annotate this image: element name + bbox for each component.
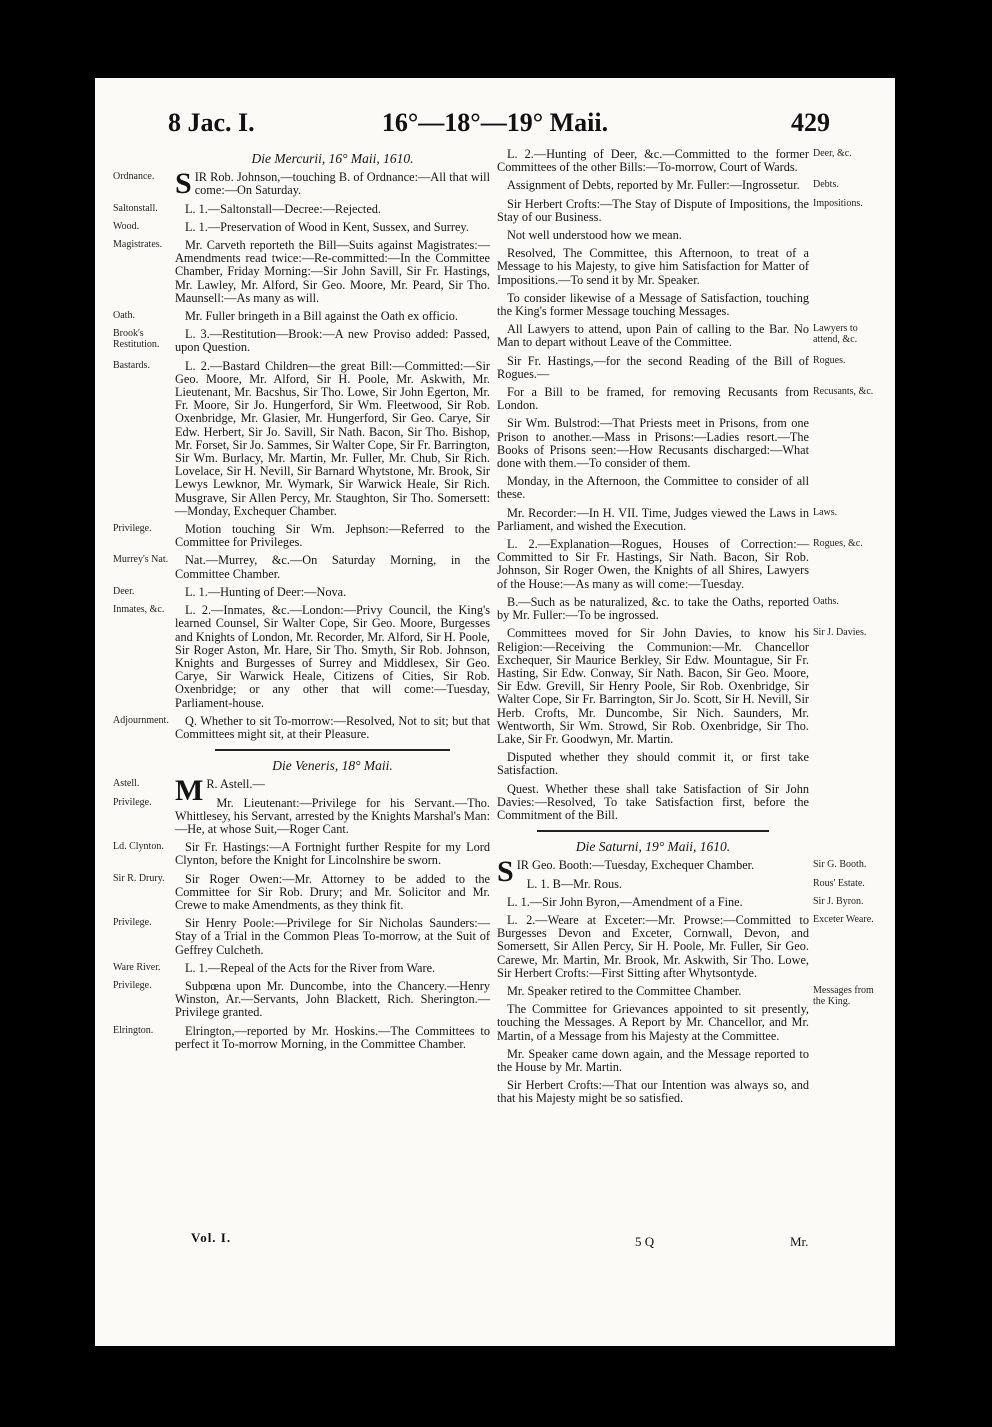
journal-entry xyxy=(497,783,809,823)
entry-text: Assignment of Debts, reported by Mr. Fuller:—Ingrossetur. xyxy=(507,178,800,193)
entry-text: The Committee for Grievances appointed to sit presently, touching the Messages. A Report by Mr. Chancellor, and Mr. Martin, of a Message from his Majesty at the Committee. xyxy=(497,1002,809,1043)
journal-entry xyxy=(113,978,490,1020)
date-range: 16°—18°—19° Maii. xyxy=(381,108,609,137)
margin-note: Magistrates. xyxy=(113,239,163,251)
margin-note: Saltonstall. xyxy=(113,202,158,214)
left-column xyxy=(113,148,490,1056)
signature-mark: 5 Q xyxy=(635,1234,655,1249)
journal-entry xyxy=(113,553,490,581)
margin-note: Ld. Clynton. xyxy=(113,841,164,853)
margin-note: Deer, &c. xyxy=(813,148,852,159)
entry-text: L. 2.—Bastard Children—the great Bill:—Committed:—Sir Geo. Moore, Mr. Alford, Sir H. Poole, Mr. Askwith, Mr. Lieutenant, Mr. Bacshus, Sir Tho. Lowe, Sir John Egerton, Mr. Fr. Moore, Sir Jo. Hungerford, Sir Wm. Fleetwood, Sir Rob. Oxenbridge, Mr. Glasier, Mr. Hungerford, Sir Geo. Carye, Sir Edw. Herbert, Sir Jo. Savill, Sir Nath. Bacon, Sir Tho. Bishop, Mr. Forset, Sir Jo. Sammes, Sir Walter Cope, Sir Fr. Barrington, Sir Wm. Burlacy, Mr. Martin, Mr. Fuller, Mr. Chub, Sir Rich. Lovelace, Sir H. Nevill, Sir Barnard Whytstone, Mr. Brook, Sir Lewys Lewknor, Mr. Wymark, Sir Warwick Heale, Sir Rich. Musgrave, Sir Allen Percy, Mr. Staughton, Sir Tho. Somersett:—Monday, Exchequer Chamber. xyxy=(175,358,490,518)
margin-note: Recusants, &c. xyxy=(813,386,874,398)
margin-note: Privilege. xyxy=(113,796,152,808)
entry-text: Sir Roger Owen:—Mr. Attorney to be added to the Committee for Sir Rob. Drury; and Mr. Solicitor and Mr. Crewe to make Amendments, as they think fit. xyxy=(175,871,490,912)
entry-text: L. 2.—Inmates, &c.—London:—Privy Council, the King's learned Counsel, Sir Walter Cope, Sir Geo. Moore, Burgesses and Knights of London, Mr. Recorder, Mr. Alford, Sir H. Poole, Sir Roger Aston, Mr. Hare, Sir Tho. Smyth, Sir Rob. Johnson, Knights and Burgesses of Surrey and Middlesex, Sir Geo. Carye, Sir Warwick Heale, Citizens of Cities, Sir Rob. Oxenbridge; or any other that will come:—Tuesday, Parliament-house. xyxy=(175,603,490,710)
right-column xyxy=(497,147,874,1111)
entry-text: Committees moved for Sir John Davies, to know his Religion:—Receiving the Communion:—Mr. Chancellor Exchequer, Sir Maurice Berkley, Sir Edw. Mountague, Sir Fr. Hasting, Sir Edw. Conway, Sir Nath. Bacon, Sir Geo. Moore, Sir Edw. Grevill, Sir Henry Poole, Sir Rob. Oxenbridge, Sir Walter Cope, Sir Fr. Barrington, Sir Jo. Scott, Sir H. Nevill, Sir Herb. Crofts, Mr. Duncombe, Sir Nich. Saunders, Mr. Wentworth, Sir Wm. Strowd, Sir Rob. Oxenbridge, Sir Tho. Lake, Sir Fr. Goodwyn, Mr. Martin. xyxy=(497,626,809,746)
right-entries-veneris-cont xyxy=(497,147,874,822)
section-divider xyxy=(215,749,450,751)
catchword: Mr. xyxy=(790,1234,809,1249)
journal-entry xyxy=(497,505,838,533)
regnal-year: 8 Jac. I. xyxy=(168,108,255,137)
margin-note: Rogues. xyxy=(813,354,846,366)
journal-entry xyxy=(113,871,490,913)
margin-note: Sir J. Davies. xyxy=(813,627,867,639)
entry-text: Q. Whether to sit To-morrow:—Resolved, Not to sit; but that Committees might sit, at their Pleasure. xyxy=(175,713,490,741)
margin-note: Messages from the King. xyxy=(813,984,874,1007)
journal-entry xyxy=(497,475,809,501)
day-heading-saturni: Die Saturni, 19° Maii, 1610. xyxy=(575,839,731,855)
journal-entry xyxy=(113,309,490,324)
margin-note: Elrington. xyxy=(113,1024,154,1036)
margin-note: Impositions. xyxy=(813,197,863,209)
entry-text: Sir Wm. Bulstrod:—That Priests meet in Prisons, from one Prison to another.—Mass in Prisons:—Ladies resort.—The Books of Prisons seen:—How Recusants discharged:—What done with them.—To consider of them. xyxy=(497,416,809,471)
journal-entry xyxy=(113,522,490,550)
entry-text: Resolved, The Committee, this Afternoon, to treat of a Message to his Majesty, to give him Satisfaction for Matter of Impositions.—To send it by Mr. Speaker. xyxy=(497,246,809,287)
journal-entry xyxy=(497,178,839,193)
journal-entry xyxy=(113,238,490,305)
entry-text: For a Bill to be framed, for removing Recusants from London. xyxy=(497,385,809,413)
margin-note: Privilege. xyxy=(113,523,152,535)
margin-note: Sir J. Byron. xyxy=(813,895,864,907)
margin-note: Oaths. xyxy=(813,595,839,607)
entry-text: L. 3.—Restitution—Brook:—A new Proviso added: Passed, upon Question. xyxy=(175,327,490,355)
journal-entry xyxy=(113,219,490,234)
entry-text: Mr. Lieutenant:—Privilege for his Servant.—Tho. Whittlesey, his Servant, arrested by the Knights Marshal's Man:—He, at whose Suit,—Roger Cant. xyxy=(175,795,490,836)
margin-note: Inmates, &c. xyxy=(113,604,165,616)
entry-text: L. 2.—Explanation—Rogues, Houses of Correction:—Committed to Sir Fr. Hastings, Sir Nath. Bacon, Sir Rob. Johnson, Sir Roger Owen, the Knights of all Shires, Lawyers of the House:—As many as will come:—Tuesday. xyxy=(497,537,809,591)
margin-note: Brook's Restitution. xyxy=(113,328,160,351)
entry-text: IR Geo. Booth:—Tuesday, Exchequer Chamber. xyxy=(516,858,755,873)
entry-text: Mr. Fuller bringeth in a Bill against the Oath ex officio. xyxy=(185,309,458,324)
day-heading-veneris: Die Veneris, 18° Maii. xyxy=(272,758,393,774)
volume-label: Vol. I. xyxy=(191,1230,232,1245)
journal-entry xyxy=(497,1003,809,1043)
margin-note: Lawyers to attend, &c. xyxy=(813,323,858,346)
margin-note: Sir G. Booth. xyxy=(813,859,867,871)
margin-note: Ordnance. xyxy=(113,171,155,183)
journal-entry xyxy=(113,167,490,201)
left-entries-veneris xyxy=(113,774,490,1051)
journal-entry xyxy=(497,894,864,909)
right-entries-saturni xyxy=(497,855,874,1106)
journal-entry xyxy=(497,537,863,591)
drop-capital: S xyxy=(175,167,192,201)
entry-text: Nat.—Murrey, &c.—On Saturday Morning, in the Committee Chamber. xyxy=(175,553,490,581)
margin-note: Rous' Estate. xyxy=(813,877,865,889)
journal-entry xyxy=(113,603,490,710)
margin-note: Adjournment. xyxy=(113,714,169,726)
drop-capital: S xyxy=(497,855,514,889)
margin-note: Wood. xyxy=(113,220,140,232)
journal-entry xyxy=(497,385,874,413)
entry-text: Mr. Speaker retired to the Committee Chamber. xyxy=(507,983,742,998)
journal-entry xyxy=(113,1023,490,1051)
entry-text: All Lawyers to attend, upon Pain of calling to the Bar. No Man to depart without Leave of the Committee. xyxy=(497,322,809,350)
journal-entry xyxy=(497,247,809,287)
entry-text: Sir Herbert Crofts:—The Stay of Dispute of Impositions, the Stay of our Business. xyxy=(497,196,809,224)
margin-note: Astell. xyxy=(113,778,140,790)
journal-entry xyxy=(497,353,846,381)
entry-text: IR Rob. Johnson,—touching B. of Ordnance:—All that will come:—On Saturday. xyxy=(194,170,490,198)
journal-entry xyxy=(497,876,865,891)
entry-text: L. 2.—Hunting of Deer, &c.—Committed to the former Committees of the other Bills:—To-morrow, Court of Wards. xyxy=(497,147,809,175)
entry-text: L. 1.—Preservation of Wood in Kent, Sussex, and Surrey. xyxy=(185,219,469,234)
journal-entry xyxy=(497,912,874,980)
entry-text: Mr. Speaker came down again, and the Message reported to the House by Mr. Martin. xyxy=(497,1046,809,1074)
entry-text: L. 2.—Weare at Exceter:—Mr. Prowse:—Committed to Burgesses Devon and Exceter, Cornwall, Devon, and Somersett, Sir Allen Percy, Sir H. Poole, Mr. Fuller, Sir Geo. Carewe, Mr. Martin, Mr. Brook, Mr. Askwith, Sir Tho. Lowe, Sir Herbert Crofts:—First Sitting after Whytsontyde. xyxy=(497,912,809,980)
journal-entry xyxy=(113,960,490,975)
entry-text: Mr. Carveth reporteth the Bill—Suits against Magistrates:—Amendments read twice:—Re-committed:—In the Committee Chamber, Friday Morning:—Sir John Savill, Sir Fr. Hastings, Mr. Lawley, Mr. Alford, Sir Geo. Moore, Mr. Peard, Sir Tho. Maunsell:—As many as will. xyxy=(175,238,490,305)
entry-text: Sir Herbert Crofts:—That our Intention was always so, and that his Majesty might be so satisfied. xyxy=(497,1078,809,1106)
entry-text: Motion touching Sir Wm. Jephson:—Referred to the Committee for Privileges. xyxy=(175,522,490,550)
entry-text: Sir Fr. Hastings:—A Fortnight further Respite for my Lord Clynton, before the Knight for Lincolnshire be sworn. xyxy=(175,840,490,868)
journal-entry xyxy=(497,1079,809,1105)
journal-entry xyxy=(113,916,490,957)
margin-note: Deer. xyxy=(113,585,135,597)
margin-note: Oath. xyxy=(113,310,135,322)
margin-note: Sir R. Drury. xyxy=(113,872,165,884)
journal-entry xyxy=(497,417,809,470)
margin-note: Ware River. xyxy=(113,961,161,973)
journal-entry xyxy=(497,594,839,623)
day-heading-mercurii: Die Mercurii, 16° Maii, 1610. xyxy=(251,151,414,166)
document-page xyxy=(95,78,895,1346)
entry-text: B.—Such as be naturalized, &c. to take the Oaths, reported by Mr. Fuller:—To be ingrossed. xyxy=(497,594,809,623)
entry-text: Quest. Whether these shall take Satisfaction of Sir John Davies:—Resolved, To take Satisfaction first, before the Commitment of the Bill. xyxy=(497,781,809,822)
journal-entry xyxy=(497,1048,809,1074)
journal-entry xyxy=(497,983,874,1007)
journal-entry xyxy=(113,584,490,599)
drop-capital: M xyxy=(175,774,204,808)
entry-text: Disputed whether they should commit it, or first take Satisfaction. xyxy=(497,750,809,778)
journal-entry xyxy=(497,626,867,746)
entry-text: L. 1.—Repeal of the Acts for the River from Ware. xyxy=(185,960,436,975)
running-header xyxy=(150,108,840,148)
journal-entry xyxy=(113,795,490,837)
margin-note: Murrey's Nat. xyxy=(113,554,169,566)
margin-note: Privilege. xyxy=(113,979,152,991)
entry-text: L. 1.—Saltonstall—Decree:—Rejected. xyxy=(185,201,382,216)
journal-entry xyxy=(497,322,858,350)
entry-text: Sir Fr. Hastings,—for the second Reading of the Bill of Rogues.— xyxy=(497,353,809,381)
journal-entry xyxy=(497,196,863,224)
section-divider xyxy=(537,830,769,832)
journal-entry xyxy=(497,751,809,777)
journal-entry xyxy=(497,229,809,242)
entry-text: Not well understood how we mean. xyxy=(507,228,682,243)
journal-entry xyxy=(113,840,490,868)
journal-entry xyxy=(113,201,490,216)
margin-note: Bastards. xyxy=(113,359,150,371)
journal-entry xyxy=(113,327,490,355)
margin-note: Rogues, &c. xyxy=(813,538,863,550)
entry-text: Monday, in the Afternoon, the Committee to consider of all these. xyxy=(497,474,809,502)
journal-entry xyxy=(497,292,809,318)
entry-text: L. 1.—Hunting of Deer:—Nova. xyxy=(185,584,347,599)
margin-note: Debts. xyxy=(813,179,839,191)
entry-text: Elrington,—reported by Mr. Hoskins.—The Committees to perfect it To-morrow Morning, in the Committee Chamber. xyxy=(175,1023,490,1051)
entry-text: R. Astell.— xyxy=(206,777,265,792)
margin-note: Privilege. xyxy=(113,917,152,929)
margin-note: Laws. xyxy=(813,506,838,518)
entry-text: To consider likewise of a Message of Satisfaction, touching the King's former Message touching Messages. xyxy=(497,290,809,319)
journal-entry xyxy=(497,147,852,175)
left-entries-mercurii xyxy=(113,167,490,741)
entry-text: L. 1.—Sir John Byron,—Amendment of a Fine. xyxy=(507,894,743,909)
page-number: 429 xyxy=(791,108,830,137)
journal-entry xyxy=(113,358,490,518)
entry-text: L. 1. B—Mr. Rous. xyxy=(526,876,623,891)
entry-text: Subpœna upon Mr. Duncombe, into the Chancery.—Henry Winston, Ar.—Servants, John Blackett, Rich. Sherington.—Privilege granted. xyxy=(175,978,490,1020)
journal-entry xyxy=(113,713,490,741)
margin-note: Exceter Weare. xyxy=(813,913,874,925)
entry-text: Sir Henry Poole:—Privilege for Sir Nicholas Saunders:—Stay of a Trial in the Common Pleas To-morrow, at the Suit of Geffrey Culcheth. xyxy=(175,916,490,957)
entry-text: Mr. Recorder:—In H. VII. Time, Judges viewed the Laws in Parliament, and wished the Execution. xyxy=(497,505,809,533)
